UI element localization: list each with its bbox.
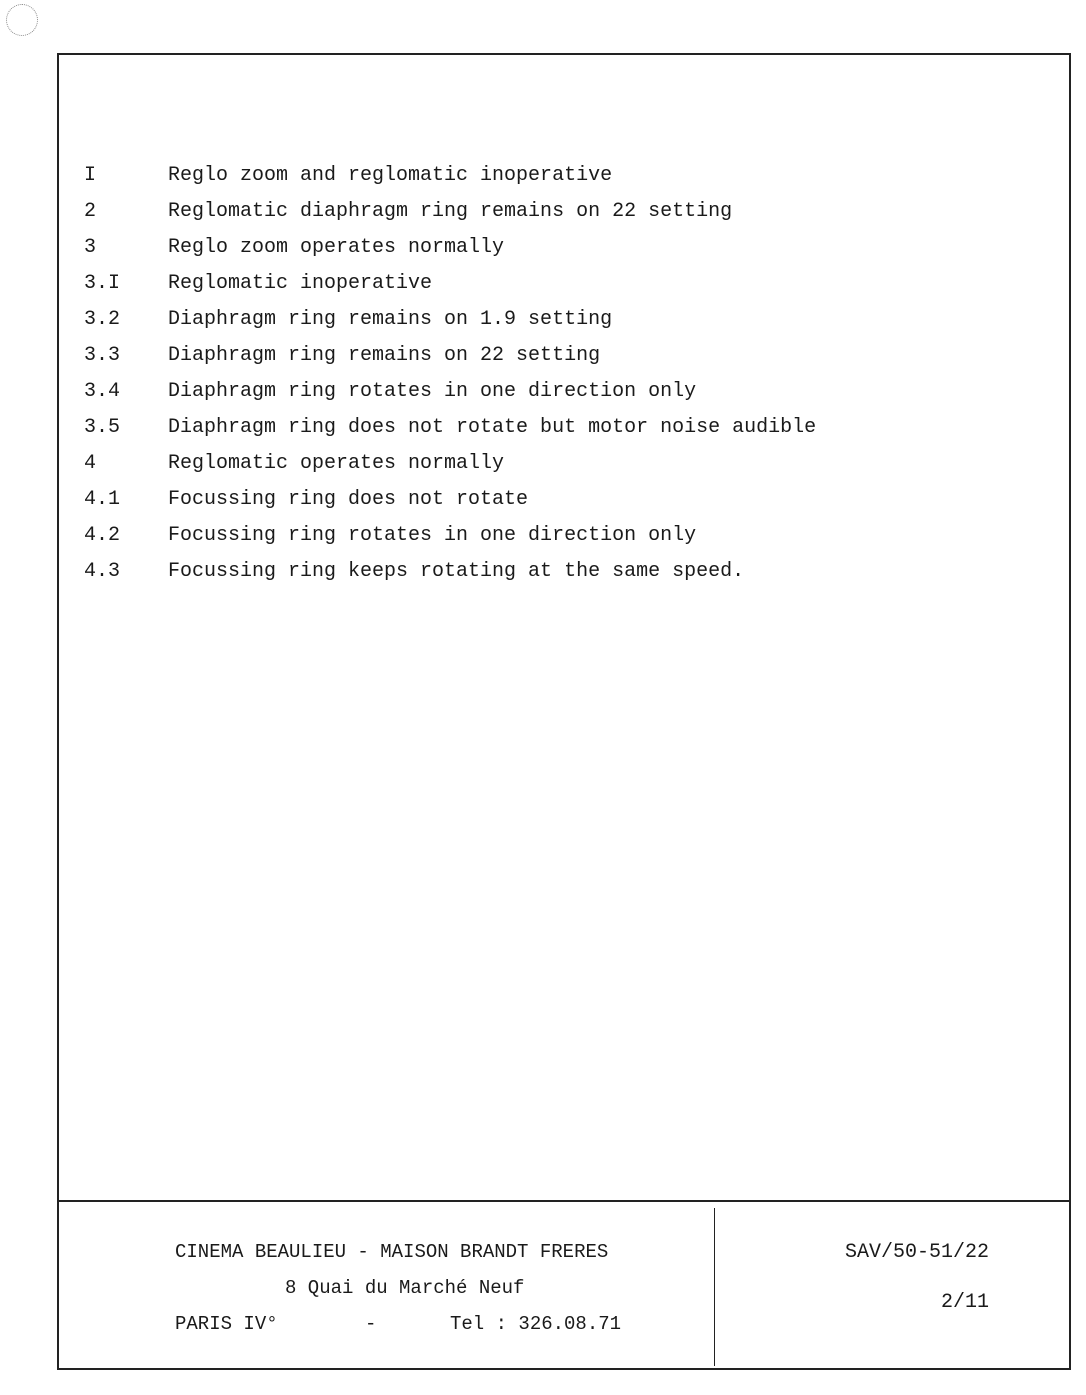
item-text: Diaphragm ring does not rotate but motor noise audible (168, 416, 817, 439)
item-text: Reglomatic inoperative (168, 272, 433, 295)
footer-separator: - (365, 1313, 377, 1335)
item-number: 4 (84, 452, 97, 475)
item-number: 3.4 (84, 380, 121, 403)
item-number: 3.2 (84, 308, 121, 331)
item-text: Diaphragm ring remains on 22 setting (168, 344, 601, 367)
item-text: Diaphragm ring rotates in one direction only (168, 380, 697, 403)
item-number: 3.5 (84, 416, 121, 439)
item-number: 4.2 (84, 524, 121, 547)
item-number: I (84, 164, 97, 187)
list-item (84, 374, 984, 410)
company-address: 8 Quai du Marché Neuf (285, 1277, 525, 1299)
list-item (84, 482, 984, 518)
footer-block (57, 1200, 1071, 1370)
list-item (84, 518, 984, 554)
item-text: Reglomatic operates normally (168, 452, 505, 475)
item-text: Reglo zoom and reglomatic inoperative (168, 164, 613, 187)
item-text: Reglomatic diaphragm ring remains on 22 setting (168, 200, 733, 223)
list-item (84, 446, 984, 482)
item-text: Focussing ring keeps rotating at the same speed. (168, 560, 745, 583)
list-item (84, 410, 984, 446)
list-item (84, 302, 984, 338)
document-reference: SAV/50-51/22 (845, 1241, 990, 1264)
item-text: Reglo zoom operates normally (168, 236, 505, 259)
list-item (84, 554, 984, 590)
company-telephone: Tel : 326.08.71 (450, 1313, 622, 1335)
item-number: 2 (84, 200, 97, 223)
company-name: CINEMA BEAULIEU - MAISON BRANDT FRERES (175, 1241, 609, 1263)
item-text: Focussing ring does not rotate (168, 488, 529, 511)
list-item (84, 338, 984, 374)
item-number: 4.3 (84, 560, 121, 583)
page-number: 2/11 (941, 1291, 990, 1314)
item-number: 3.3 (84, 344, 121, 367)
list-item (84, 194, 984, 230)
item-number: 3 (84, 236, 97, 259)
item-number: 3.I (84, 272, 121, 295)
punch-hole-mark (6, 4, 38, 36)
company-city: PARIS IV° (175, 1313, 278, 1335)
item-text: Focussing ring rotates in one direction only (168, 524, 697, 547)
list-item (84, 266, 984, 302)
list-item (84, 158, 984, 194)
list-item (84, 230, 984, 266)
fault-list (84, 158, 984, 590)
item-text: Diaphragm ring remains on 1.9 setting (168, 308, 613, 331)
footer-divider (714, 1208, 715, 1366)
item-number: 4.1 (84, 488, 121, 511)
